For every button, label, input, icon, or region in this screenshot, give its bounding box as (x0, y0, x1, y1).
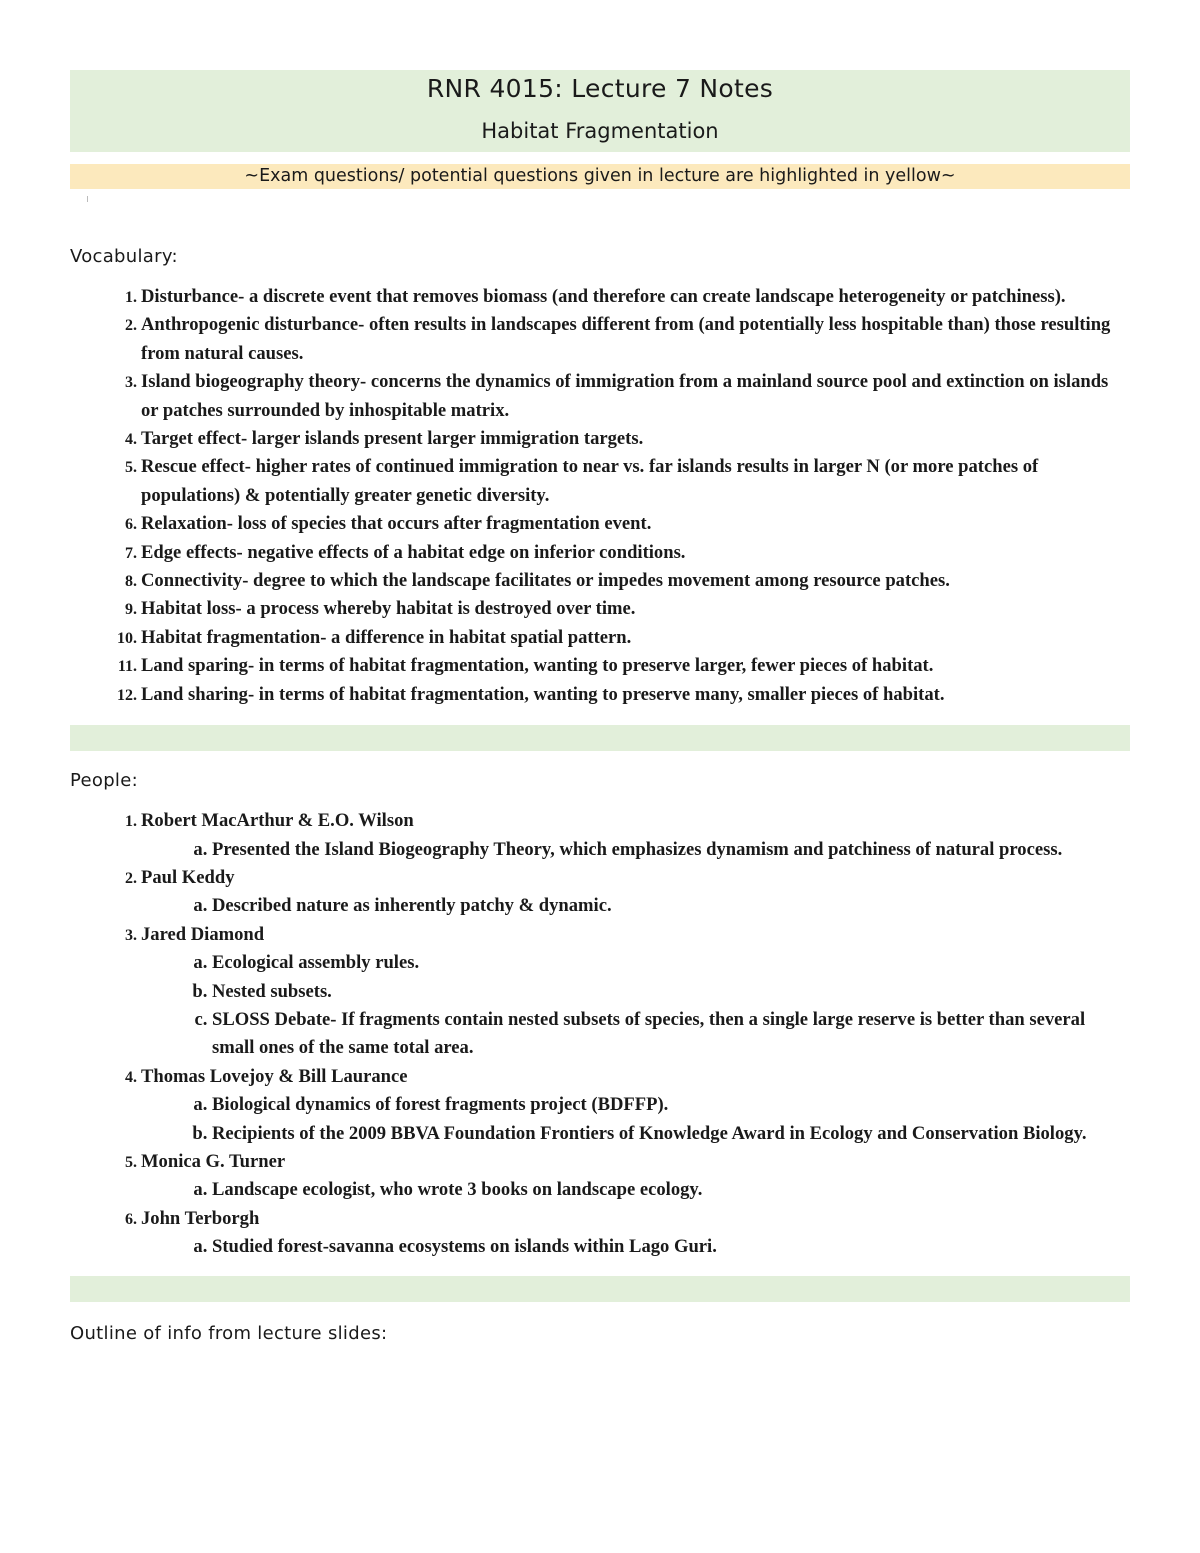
person-item (141, 807, 1130, 864)
person-item (141, 1205, 1130, 1262)
person-name: Thomas Lovejoy & Bill Laurance (141, 1065, 408, 1087)
vocabulary-item: 3. Island biogeography theory- concerns the dynamics of immigration from a mainland source pool and extinction on islands or patches surrounded by inhospitable matrix. (141, 368, 1130, 425)
document-page (70, 70, 1130, 1346)
person-note: c. SLOSS Debate- If fragments contain nested subsets of species, then a single large reserve is better than several small ones of the same total area. (212, 1006, 1130, 1063)
vocabulary-item: 1. Disturbance- a discrete event that removes biomass (and therefore can create landscape heterogeneity or patchiness). (141, 283, 1130, 311)
vocabulary-item: 10. Habitat fragmentation- a difference in habitat spatial pattern. (141, 624, 1130, 652)
vocabulary-item: 7. Edge effects- negative effects of a habitat edge on inferior conditions. (141, 539, 1130, 567)
vocabulary-item: 8. Connectivity- degree to which the landscape facilitates or impedes movement among resource patches. (141, 567, 1130, 595)
page-title: RNR 4015: Lecture 7 Notes (426, 74, 774, 103)
margin-mark (87, 196, 88, 202)
person-item (141, 864, 1130, 921)
person-note: b. Nested subsets. (212, 978, 1130, 1006)
section-divider (70, 1276, 1130, 1302)
vocabulary-item: 6. Relaxation- loss of species that occurs after fragmentation event. (141, 510, 1130, 538)
vocabulary-list (70, 283, 1130, 709)
vocabulary-item: 5. Rescue effect- higher rates of continued immigration to near vs. far islands results in larger N (or more patches of populations) & potentially greater genetic diversity. (141, 453, 1130, 510)
person-note: a. Landscape ecologist, who wrote 3 books on landscape ecology. (212, 1176, 1130, 1204)
vocabulary-item: 12. Land sharing- in terms of habitat fragmentation, wanting to preserve many, smaller pieces of habitat. (141, 681, 1130, 709)
person-note: a. Biological dynamics of forest fragments project (BDFFP). (212, 1091, 1130, 1119)
vocabulary-heading: Vocabulary: (70, 246, 178, 267)
people-heading: People: (70, 770, 138, 792)
person-notes (141, 1176, 1130, 1204)
person-name: Monica G. Turner (141, 1150, 286, 1172)
section-divider (70, 725, 1130, 751)
outline-heading: Outline of info from lecture slides: (70, 1322, 388, 1344)
person-item (141, 1063, 1130, 1148)
person-item (141, 1148, 1130, 1205)
vocabulary-item: 9. Habitat loss- a process whereby habitat is destroyed over time. (141, 595, 1130, 623)
people-list (70, 807, 1130, 1262)
vocabulary-item: 2. Anthropogenic disturbance- often results in landscapes different from (and potentially less hospitable than) those resulting from natural causes. (141, 311, 1130, 368)
person-notes (141, 949, 1130, 1063)
person-note: a. Described nature as inherently patchy & dynamic. (212, 892, 1130, 920)
vocabulary-item: 11. Land sparing- in terms of habitat fragmentation, wanting to preserve larger, fewer pieces of habitat. (141, 652, 1130, 680)
person-note: a. Ecological assembly rules. (212, 949, 1130, 977)
person-name: Jared Diamond (141, 923, 265, 945)
title-banner (70, 70, 1130, 152)
person-name: Robert MacArthur & E.O. Wilson (141, 810, 414, 832)
person-note: b. Recipients of the 2009 BBVA Foundation Frontiers of Knowledge Award in Ecology and Conservation Biology. (212, 1120, 1130, 1148)
person-notes (141, 1091, 1130, 1148)
exam-note-banner: ~Exam questions/ potential questions given in lecture are highlighted in yellow~ (70, 164, 1130, 189)
person-notes (141, 892, 1130, 920)
person-item (141, 921, 1130, 1063)
person-note: a. Studied forest-savanna ecosystems on islands within Lago Guri. (212, 1233, 1130, 1261)
person-notes (141, 836, 1130, 864)
person-notes (141, 1233, 1130, 1261)
page-subtitle: Habitat Fragmentation (481, 119, 719, 143)
person-name: Paul Keddy (141, 866, 235, 888)
vocabulary-item: 4. Target effect- larger islands present larger immigration targets. (141, 425, 1130, 453)
person-note: a. Presented the Island Biogeography Theory, which emphasizes dynamism and patchiness of natural process. (212, 836, 1130, 864)
person-name: John Terborgh (141, 1207, 260, 1229)
